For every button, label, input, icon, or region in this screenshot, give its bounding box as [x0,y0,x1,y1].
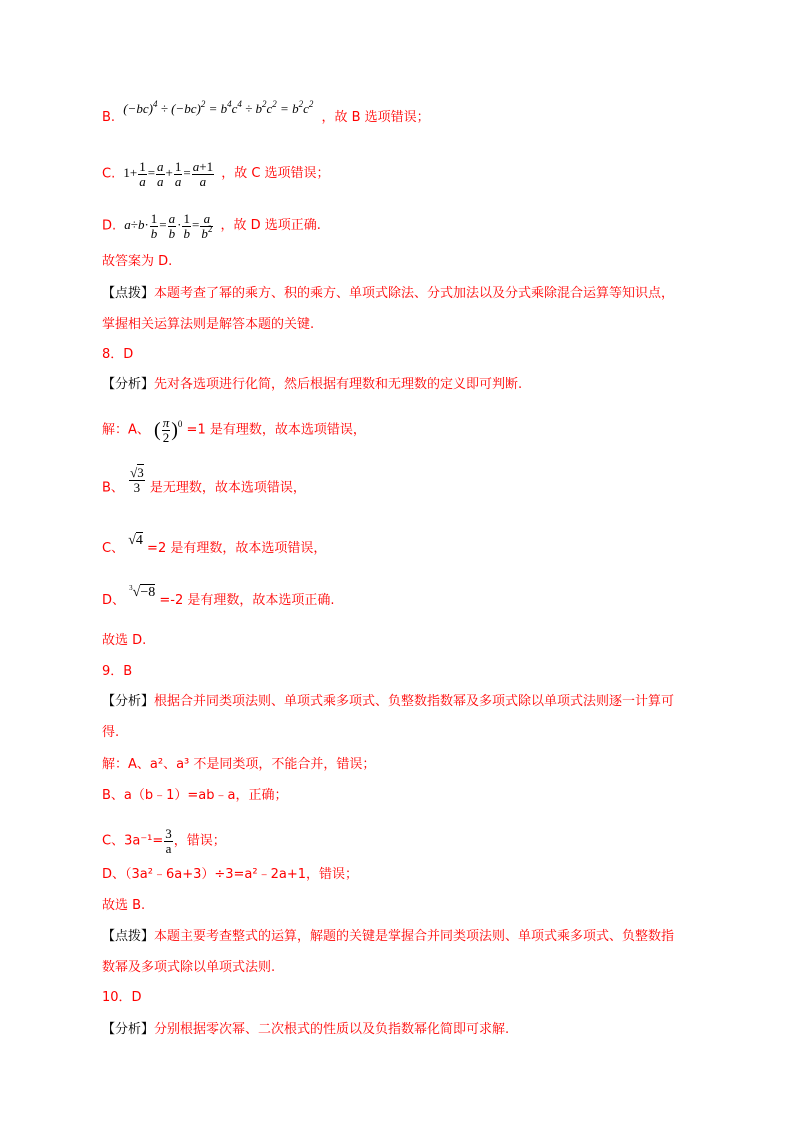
option-b-line [102,99,430,127]
fenxi-8-text: 先对各选项进行化简，然后根据有理数和无理数的定义即可判断. [154,377,523,392]
answer-7: 故答案为 D. [102,254,173,269]
option-b-conclusion: ，故 B 选项错误； [321,110,430,125]
dianbo-7-text-cont: 掌握相关运算法则是解答本题的关键. [102,317,315,332]
solution-8-d-expression: $^3$√−8 [129,584,156,600]
solution-8-a-prefix: 解：A、 [102,422,150,438]
fenxi-10 [102,1021,509,1039]
answer-9: 故选 B. [102,898,146,913]
solution-8-d-suffix: =-2 是有理数，故本选项正确. [159,593,335,608]
solution-9-c-fraction: $\frac{3}{a}$ [165,826,172,856]
solution-9-c [102,827,226,856]
option-c-expression: 1+ $\frac{1}{a}$ = $\frac{a}{a}$ + $\frac{1}{a}$ = $\frac{a+1}{a}$ [123,159,214,189]
solution-8-b-expression: $\frac{√3}{3}$ [130,465,144,495]
dianbo-9-text-cont: 数幂及多项式除以单项式法则. [102,960,276,975]
fenxi-9-tag: 【分析】 [102,694,155,709]
solution-8-d [102,584,335,610]
option-c-conclusion: ，故 C 选项错误； [221,166,330,182]
solution-8-c-prefix: C、 [102,541,125,556]
option-c-label: C. [102,166,116,182]
solution-8-c-suffix: =2 是有理数，故本选项错误， [147,541,327,556]
option-d-line [102,212,321,241]
fenxi-9-text-cont: 得. [102,725,120,740]
dianbo-9-tag: 【点拨】 [102,929,155,944]
fenxi-9-text: 根据合并同类项法则、单项式乘多项式、负整数指数幂及多项式除以单项式法则逐一计算可 [154,694,675,709]
solution-8-a [102,416,366,445]
option-b-label: B. [102,110,116,125]
fenxi-10-text: 分别根据零次幂、二次根式的性质以及负指数幂化简即可求解. [154,1022,510,1037]
solution-8-b [102,465,306,503]
dianbo-7 [102,285,674,303]
option-c-line [102,160,330,189]
dianbo-7-tag: 【点拨】 [102,286,155,301]
solution-9-a: 解：A、a²、a³ 不是同类项，不能合并，错误； [102,757,376,772]
solution-8-a-expression: ( $\frac{\pi}{2}$ )$^0$ [154,415,183,445]
fenxi-8 [102,376,522,394]
dianbo-9 [102,928,674,946]
option-d-conclusion: ，故 D 选项正确. [220,218,321,234]
option-b-expression: $(-bc)^4 \div (-bc)^2 = b^4c^4 \div b^2c^2 = b^2c^2$ [123,99,314,116]
solution-9-c-suffix: ，错误； [173,833,226,849]
fenxi-9 [102,693,674,711]
solution-8-a-suffix: =1 是有理数，故本选项错误， [186,422,366,438]
fenxi-10-tag: 【分析】 [102,1022,155,1037]
dianbo-7-text: 本题考查了幂的乘方、积的乘方、单项式除法、分式加法以及分式乘除混合运算等知识点， [154,286,675,301]
solution-9-b: B、a（b﹣1）=ab﹣a，正确； [102,788,288,803]
option-d-expression: a÷b· $\frac{1}{b}$ = $\frac{a}{b}$ · $\frac{1}{b}$ = $\frac{a}{b^2}$ [124,211,213,241]
question-10-answer: 10．D [102,990,142,1005]
answer-8: 故选 D. [102,633,147,648]
dianbo-9-text: 本题主要考查整式的运算，解题的关键是掌握合并同类项法则、单项式乘多项式、负整数指 [154,929,675,944]
option-d-label: D. [102,218,117,234]
solution-8-b-suffix: 是无理数，故本选项错误， [149,480,306,496]
fenxi-8-tag: 【分析】 [102,377,155,392]
solution-9-d: D、（3a²﹣6a+3）÷3=a²﹣2a+1，错误； [102,867,358,882]
solution-9-c-prefix: C、3a⁻¹= [102,833,164,849]
question-9-answer: 9．B [102,664,133,679]
question-8-answer: 8．D [102,347,134,362]
solution-8-c-expression: √4 [128,533,143,548]
solution-8-d-prefix: D、 [102,593,126,608]
solution-8-b-prefix: B、 [102,480,124,496]
solution-8-c [102,533,327,558]
